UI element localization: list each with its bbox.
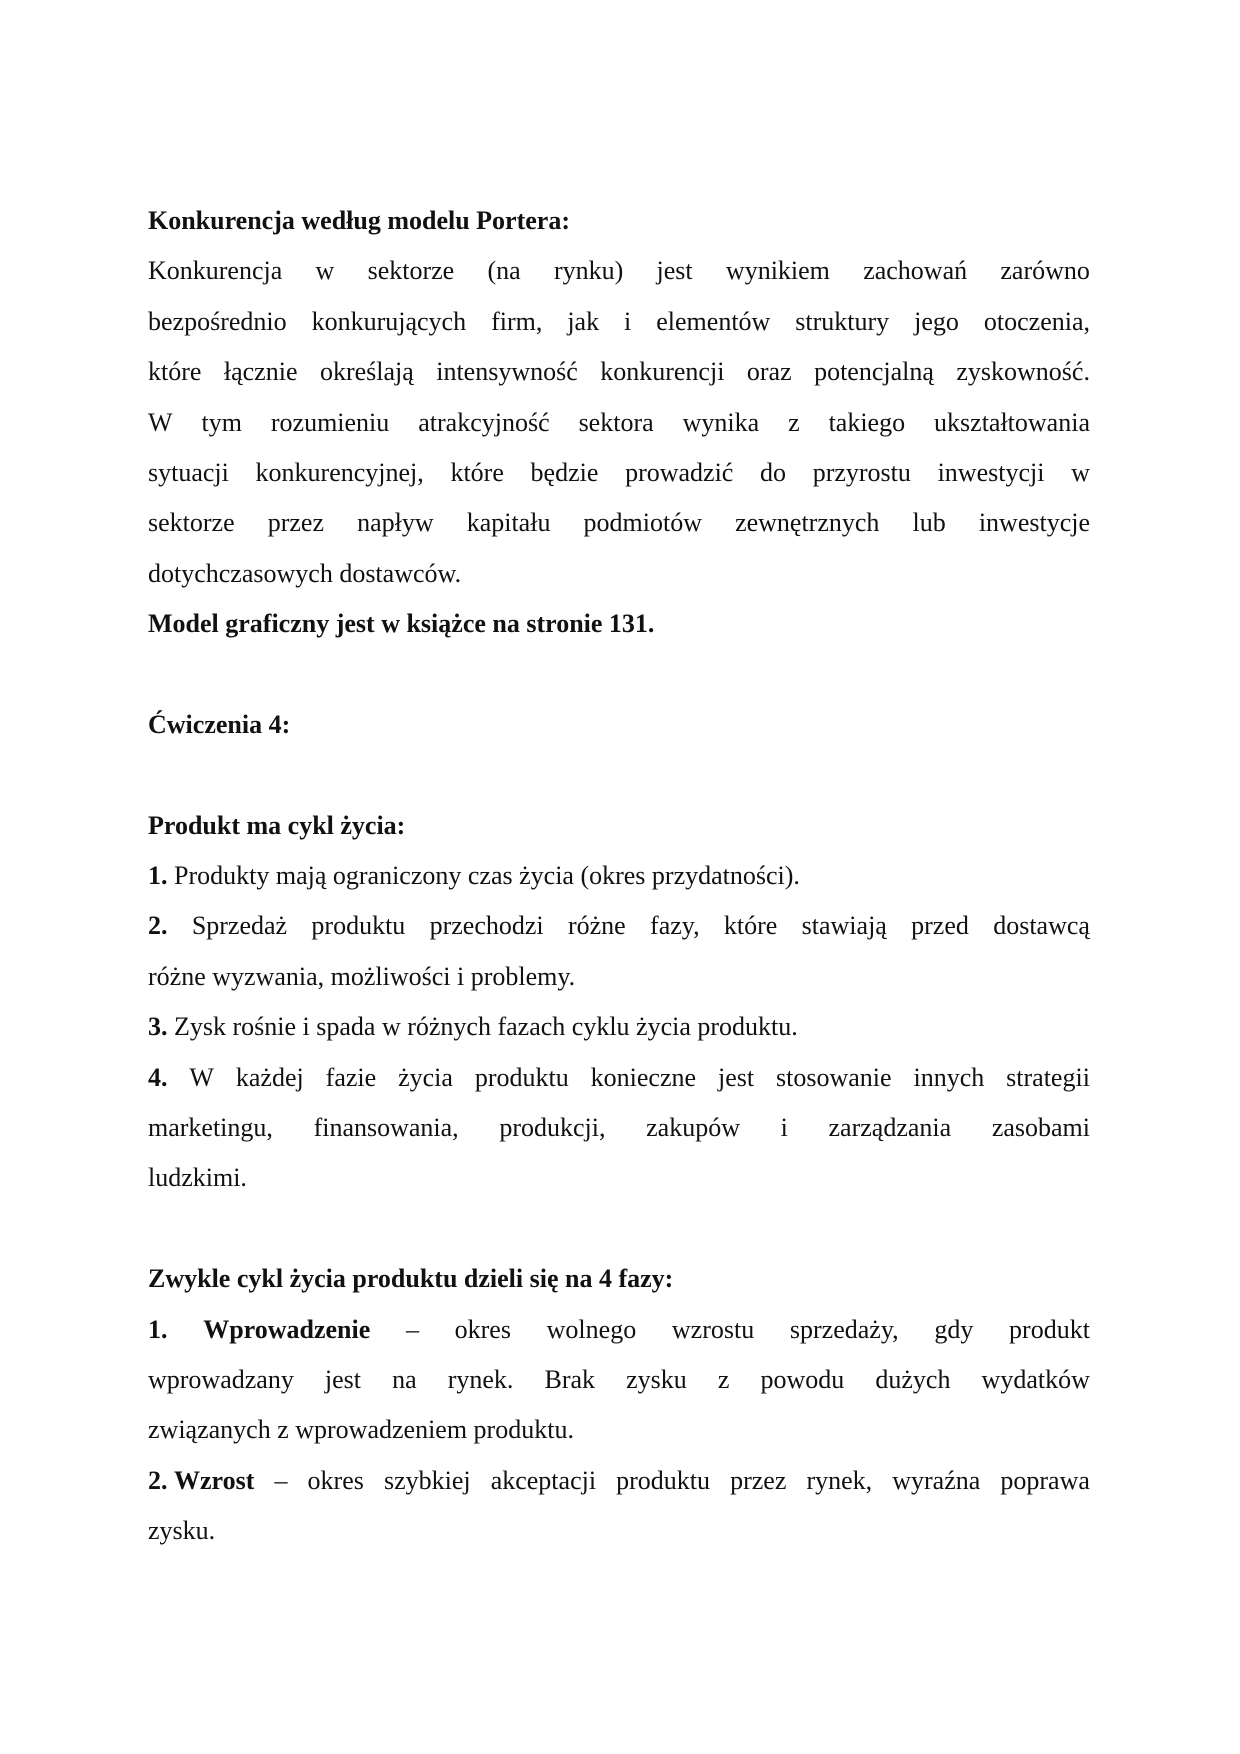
word: takiego [828, 407, 906, 437]
word: produktu [311, 911, 406, 941]
word: innych [913, 1062, 985, 1092]
word: napływ [357, 508, 434, 538]
word: struktury [795, 306, 890, 336]
word: konkurencyjnej, [255, 457, 424, 487]
list1-item1-number: 1. [148, 861, 168, 891]
para1-line3 [148, 347, 1090, 397]
word: okres [307, 1465, 364, 1495]
word: szybkiej [383, 1465, 471, 1495]
word: przez [730, 1465, 787, 1495]
list2-item1-line3: związanych z wprowadzeniem produktu. [148, 1415, 574, 1445]
para1-line1 [148, 246, 1090, 296]
word: fazy, [650, 911, 700, 941]
word: rozumieniu [270, 407, 390, 437]
word: zarówno [1000, 256, 1090, 286]
document-page [148, 196, 1090, 1557]
heading-life-cycle: Produkt ma cykl życia: [148, 810, 406, 840]
word: które [450, 457, 504, 487]
word: produkcji, [499, 1113, 606, 1143]
list2-item2-number: 2. [148, 1465, 168, 1495]
word: gdy [934, 1314, 974, 1344]
word: jak [567, 306, 600, 336]
list2-item1-term: Wprowadzenie [203, 1314, 371, 1344]
word: zysku [626, 1364, 687, 1394]
list1-item4-line2 [148, 1103, 1090, 1153]
heading-porter: Konkurencja według modelu Portera: [148, 206, 570, 235]
para1-line4 [148, 398, 1090, 448]
word: akceptacji [490, 1465, 597, 1495]
word: dużych [875, 1364, 951, 1394]
word: kapitału [466, 508, 551, 538]
word: zasobami [991, 1113, 1090, 1143]
word: przechodzi [429, 911, 544, 941]
word: wyraźna [892, 1465, 981, 1495]
word: podmiotów [583, 508, 702, 538]
list1-item4-number: 4. [148, 1062, 168, 1092]
list1-item2-line2: różne wyzwania, możliwości i problemy. [148, 961, 576, 991]
word: rynek. [447, 1364, 514, 1394]
list1-item3 [148, 1002, 1090, 1052]
list1-item3-text: Zysk rośnie i spada w różnych fazach cyklu życia produktu. [167, 1012, 798, 1042]
word: życia [398, 1062, 453, 1092]
word: do [760, 457, 787, 487]
word: przez [267, 508, 324, 538]
word: sektorze [148, 508, 235, 538]
list2-item1-line2 [148, 1355, 1090, 1405]
spacer [148, 750, 1090, 800]
word: konkurujących [311, 306, 467, 336]
word: – [405, 1314, 419, 1344]
word: które [148, 357, 202, 387]
para1-line2 [148, 297, 1090, 347]
list2-item2-line2: zysku. [148, 1516, 216, 1546]
word: fazie [325, 1062, 377, 1092]
word: wynika [682, 407, 760, 437]
list1-item4-line3: ludzkimi. [148, 1163, 247, 1193]
list2-item2-label [148, 1456, 254, 1506]
list1-item1-text: Produkty mają ograniczony czas życia (okres przydatności). [167, 861, 800, 891]
word: tym [201, 407, 242, 437]
list1-item2-number: 2. [148, 911, 168, 941]
word: zakupów [646, 1113, 740, 1143]
word: z [788, 407, 800, 437]
spacer [148, 650, 1090, 700]
word: jest [324, 1364, 362, 1394]
word: w [315, 256, 335, 286]
word: sprzedaży, [789, 1314, 899, 1344]
list1-item1 [148, 851, 1090, 901]
word: (na [487, 256, 521, 286]
word: określają [319, 357, 414, 387]
word: łącznie [223, 357, 298, 387]
word: oraz [746, 357, 792, 387]
word: finansowania, [313, 1113, 459, 1143]
word: konieczne [590, 1062, 697, 1092]
heading-exercises: Ćwiczenia 4: [148, 709, 291, 739]
word: ukształtowania [934, 407, 1090, 437]
word: otoczenia, [983, 306, 1090, 336]
list2-item2-line1 [148, 1456, 1090, 1506]
word: intensywność [436, 357, 578, 387]
para1-line5 [148, 448, 1090, 498]
word: rynek, [806, 1465, 873, 1495]
word: zachowań [863, 256, 968, 286]
word: inwestycje [978, 508, 1090, 538]
list2-item1-line1 [148, 1305, 1090, 1355]
word: sektora [578, 407, 654, 437]
word: – [274, 1465, 288, 1495]
word: powodu [760, 1364, 845, 1394]
word: bezpośrednio [148, 306, 287, 336]
word: atrakcyjność [418, 407, 550, 437]
model-note: Model graficzny jest w książce na stronie 131. [148, 609, 655, 639]
word: sektorze [367, 256, 455, 286]
word: prowadzić [625, 457, 734, 487]
word: lub [912, 508, 946, 538]
word: konkurencji [600, 357, 725, 387]
word: wolnego [546, 1314, 637, 1344]
word: sytuacji [148, 457, 229, 487]
word: produktu [616, 1465, 711, 1495]
word: przed [911, 911, 969, 941]
word: które [723, 911, 778, 941]
word: na [392, 1364, 417, 1394]
word: wydatków [981, 1364, 1090, 1394]
list2-item2-term: Wzrost [174, 1465, 255, 1495]
word: strategii [1006, 1062, 1090, 1092]
word: produktu [474, 1062, 569, 1092]
word: zewnętrznych [735, 508, 880, 538]
word: rynku) [553, 256, 624, 286]
word: potencjalną [814, 357, 934, 387]
word: firm, [491, 306, 543, 336]
word: stawiają [801, 911, 887, 941]
list1-item3-number: 3. [148, 1012, 168, 1042]
word: każdej [235, 1062, 304, 1092]
list2-item1-number: 1. [148, 1314, 168, 1344]
word: i [624, 306, 632, 336]
para1-line7: dotychczasowych dostawców. [148, 558, 462, 588]
word: przyrostu [812, 457, 911, 487]
word: Konkurencja [148, 256, 283, 286]
word: z [717, 1364, 730, 1394]
word: poprawa [1000, 1465, 1090, 1495]
word: wynikiem [725, 256, 830, 286]
word: zyskowność. [956, 357, 1090, 387]
list1-item4-line1 [148, 1053, 1090, 1103]
word: marketingu, [148, 1113, 273, 1143]
word: jest [717, 1062, 755, 1092]
heading-four-phases: Zwykle cykl życia produktu dzieli się na 4 fazy: [148, 1264, 674, 1294]
word: wzrostu [671, 1314, 755, 1344]
word: Sprzedaż [191, 911, 288, 941]
word: jego [914, 306, 959, 336]
para1-line6 [148, 498, 1090, 548]
word: okres [454, 1314, 511, 1344]
word: jest [656, 256, 693, 286]
word: będzie [530, 457, 599, 487]
word: inwestycji [937, 457, 1045, 487]
word: dostawcą [993, 911, 1090, 941]
word: zarządzania [828, 1113, 952, 1143]
word: różne [567, 911, 626, 941]
word: Brak [544, 1364, 596, 1394]
word: produkt [1009, 1314, 1090, 1344]
word: wprowadzany [148, 1364, 294, 1394]
word: W [189, 1062, 214, 1092]
spacer [148, 1204, 1090, 1254]
list1-item2-line1 [148, 901, 1090, 951]
word: w [1071, 457, 1090, 487]
word: W [148, 407, 173, 437]
word: elementów [656, 306, 771, 336]
word: stosowanie [776, 1062, 892, 1092]
word: i [780, 1113, 788, 1143]
